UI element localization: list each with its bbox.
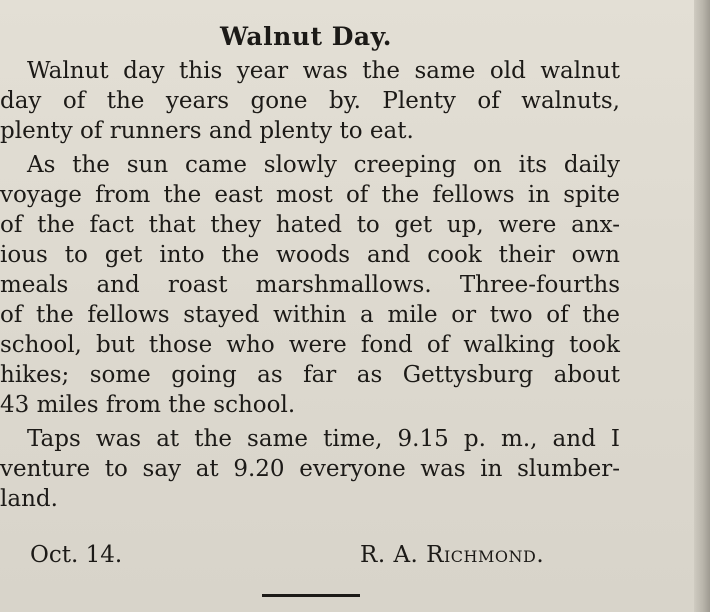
page-spine-shadow bbox=[694, 0, 710, 612]
text-line-p3-1: Taps was at the same time, 9.15 p. m., and I bbox=[27, 426, 620, 452]
section-divider-rule bbox=[262, 594, 360, 597]
text-line-p1-2: day of the years gone by. Plenty of walnuts, bbox=[0, 88, 620, 114]
text-line-p1-1: Walnut day this year was the same old walnut bbox=[27, 58, 620, 84]
text-line-p1-3: plenty of runners and plenty to eat. bbox=[0, 118, 414, 144]
text-line-p2-3: of the fact that they hated to get up, were anx- bbox=[0, 212, 620, 238]
text-line-p3-2: venture to say at 9.20 everyone was in slumber- bbox=[0, 456, 620, 482]
text-line-p2-7: school, but those who were fond of walking took bbox=[0, 332, 620, 358]
article-title: Walnut Day. bbox=[220, 22, 392, 51]
signature-author: R. A. Richmond. bbox=[360, 542, 545, 568]
text-line-p2-6: of the fellows stayed within a mile or two of the bbox=[0, 302, 620, 328]
text-line-p3-3: land. bbox=[0, 486, 58, 512]
text-line-p2-1: As the sun came slowly creeping on its daily bbox=[27, 152, 620, 178]
signature-date: Oct. 14. bbox=[30, 542, 123, 568]
text-line-p2-5: meals and roast marshmallows. Three-fourths bbox=[0, 272, 620, 298]
text-line-p2-9: 43 miles from the school. bbox=[0, 392, 296, 418]
text-line-p2-2: voyage from the east most of the fellows in spite bbox=[0, 182, 620, 208]
text-line-p2-4: ious to get into the woods and cook their own bbox=[0, 242, 620, 268]
text-line-p2-8: hikes; some going as far as Gettysburg about bbox=[0, 362, 620, 388]
